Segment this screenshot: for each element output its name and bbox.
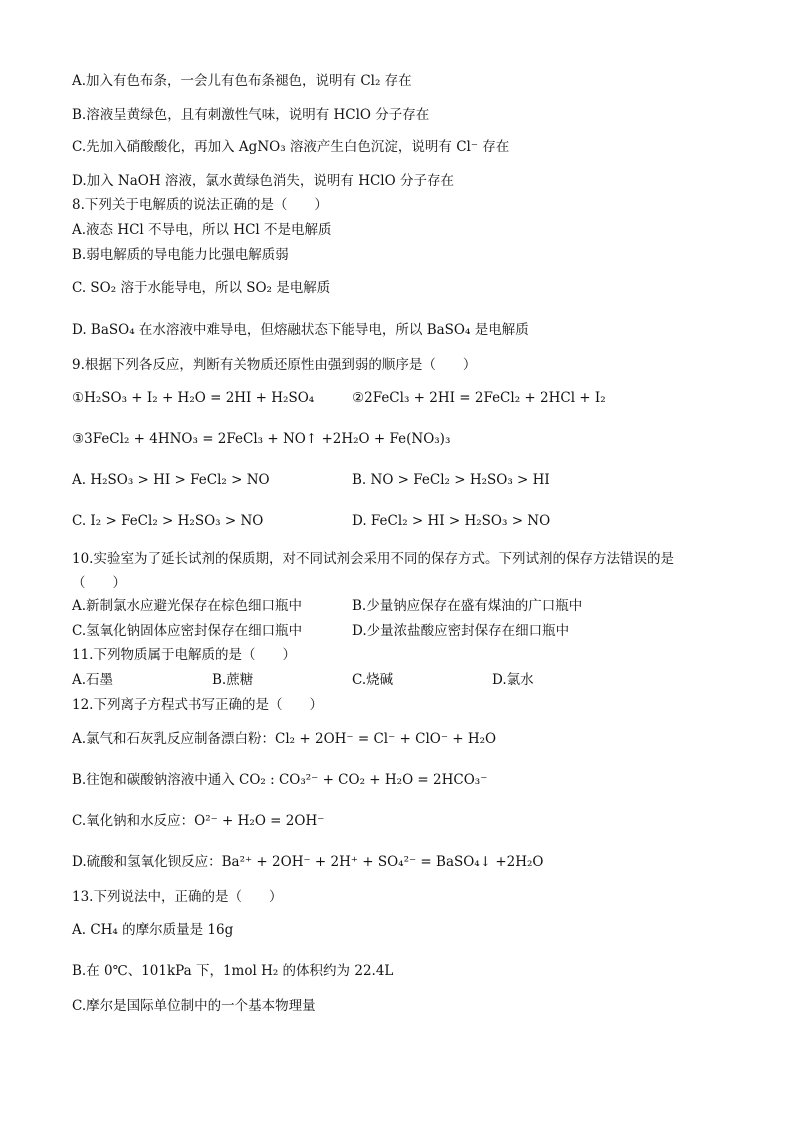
q11-option-c: C.烧碱 (352, 672, 394, 688)
q8-option-a: A.液态 HCl 不导电，所以 HCl 不是电解质 (72, 222, 332, 238)
q13-stem: 13.下列说法中，正确的是（ ） (72, 889, 283, 905)
q10-option-c: C.氢氧化钠固体应密封保存在细口瓶中 (72, 623, 303, 639)
q8-option-b: B.弱电解质的导电能力比强电解质弱 (72, 247, 289, 263)
q13-option-a: A. CH₄ 的摩尔质量是 16g (72, 922, 234, 938)
q10-option-d: D.少量浓盐酸应密封保存在细口瓶中 (352, 623, 570, 639)
q8-option-c: C. SO₂ 溶于水能导电，所以 SO₂ 是电解质 (72, 280, 331, 296)
q10-stem: 10.实验室为了延长试剂的保质期，对不同试剂会采用不同的保存方式。下列试剂的保存方法错误的是（ ） (72, 551, 674, 591)
q9-option-d: D. FeCl₂ > HI > H₂SO₃ > NO (352, 513, 551, 529)
q10-option-b: B.少量钠应保存在盛有煤油的广口瓶中 (352, 598, 583, 614)
q10-option-a: A.新制氯水应避光保存在棕色细口瓶中 (72, 598, 303, 614)
q13-option-c: C.摩尔是国际单位制中的一个基本物理量 (72, 998, 316, 1014)
q11-option-a: A.石墨 (72, 672, 114, 688)
q8-stem: 8.下列关于电解质的说法正确的是（ ） (72, 197, 328, 213)
q9-option-a: A. H₂SO₃ > HI > FeCl₂ > NO (72, 472, 270, 488)
q7-option-d: D.加入 NaOH 溶液，氯水黄绿色消失，说明有 HClO 分子存在 (72, 173, 454, 189)
q12-option-d: D.硫酸和氢氧化钡反应：Ba²⁺ + 2OH⁻ + 2H⁺ + SO₄²⁻ = BaSO₄↓ +2H₂O (72, 854, 544, 870)
q12-stem: 12.下列离子方程式书写正确的是（ ） (72, 697, 323, 713)
q7-option-a: A.加入有色布条，一会儿有色布条褪色，说明有 Cl₂ 存在 (72, 73, 412, 89)
q12-option-b: B.往饱和碳酸钠溶液中通入 CO₂ : CO₃²⁻ + CO₂ + H₂O = 2HCO₃⁻ (72, 772, 488, 788)
q9-reaction-2: ②2FeCl₃ + 2HI = 2FeCl₂ + 2HCl + I₂ (352, 390, 606, 406)
q8-option-d: D. BaSO₄ 在水溶液中难导电，但熔融状态下能导电，所以 BaSO₄ 是电解质 (72, 322, 529, 338)
q9-stem: 9.根据下列各反应，判断有关物质还原性由强到弱的顺序是（ ） (72, 357, 477, 373)
q11-stem: 11.下列物质属于电解质的是（ ） (72, 647, 296, 663)
q11-option-d: D.氯水 (492, 672, 534, 688)
q9-option-b: B. NO > FeCl₂ > H₂SO₃ > HI (352, 472, 550, 488)
q9-reaction-1: ①H₂SO₃ + I₂ + H₂O = 2HI + H₂SO₄ (72, 390, 315, 406)
q7-option-c: C.先加入硝酸酸化，再加入 AgNO₃ 溶液产生白色沉淀，说明有 Cl⁻ 存在 (72, 139, 510, 155)
q12-option-c: C.氧化钠和水反应：O²⁻ + H₂O = 2OH⁻ (72, 813, 325, 829)
q12-option-a: A.氯气和石灰乳反应制备漂白粉：Cl₂ + 2OH⁻ = Cl⁻ + ClO⁻ + H₂O (72, 731, 497, 747)
q9-option-c: C. I₂ > FeCl₂ > H₂SO₃ > NO (72, 513, 264, 529)
q9-reaction-3: ③3FeCl₂ + 4HNO₃ = 2FeCl₃ + NO↑ +2H₂O + Fe(NO₃)₃ (72, 431, 451, 447)
q7-option-b: B.溶液呈黄绿色，且有刺激性气味，说明有 HClO 分子存在 (72, 107, 430, 123)
q11-option-b: B.蔗糖 (212, 672, 254, 688)
q13-option-b: B.在 0℃、101kPa 下，1mol H₂ 的体积约为 22.4L (72, 963, 394, 979)
